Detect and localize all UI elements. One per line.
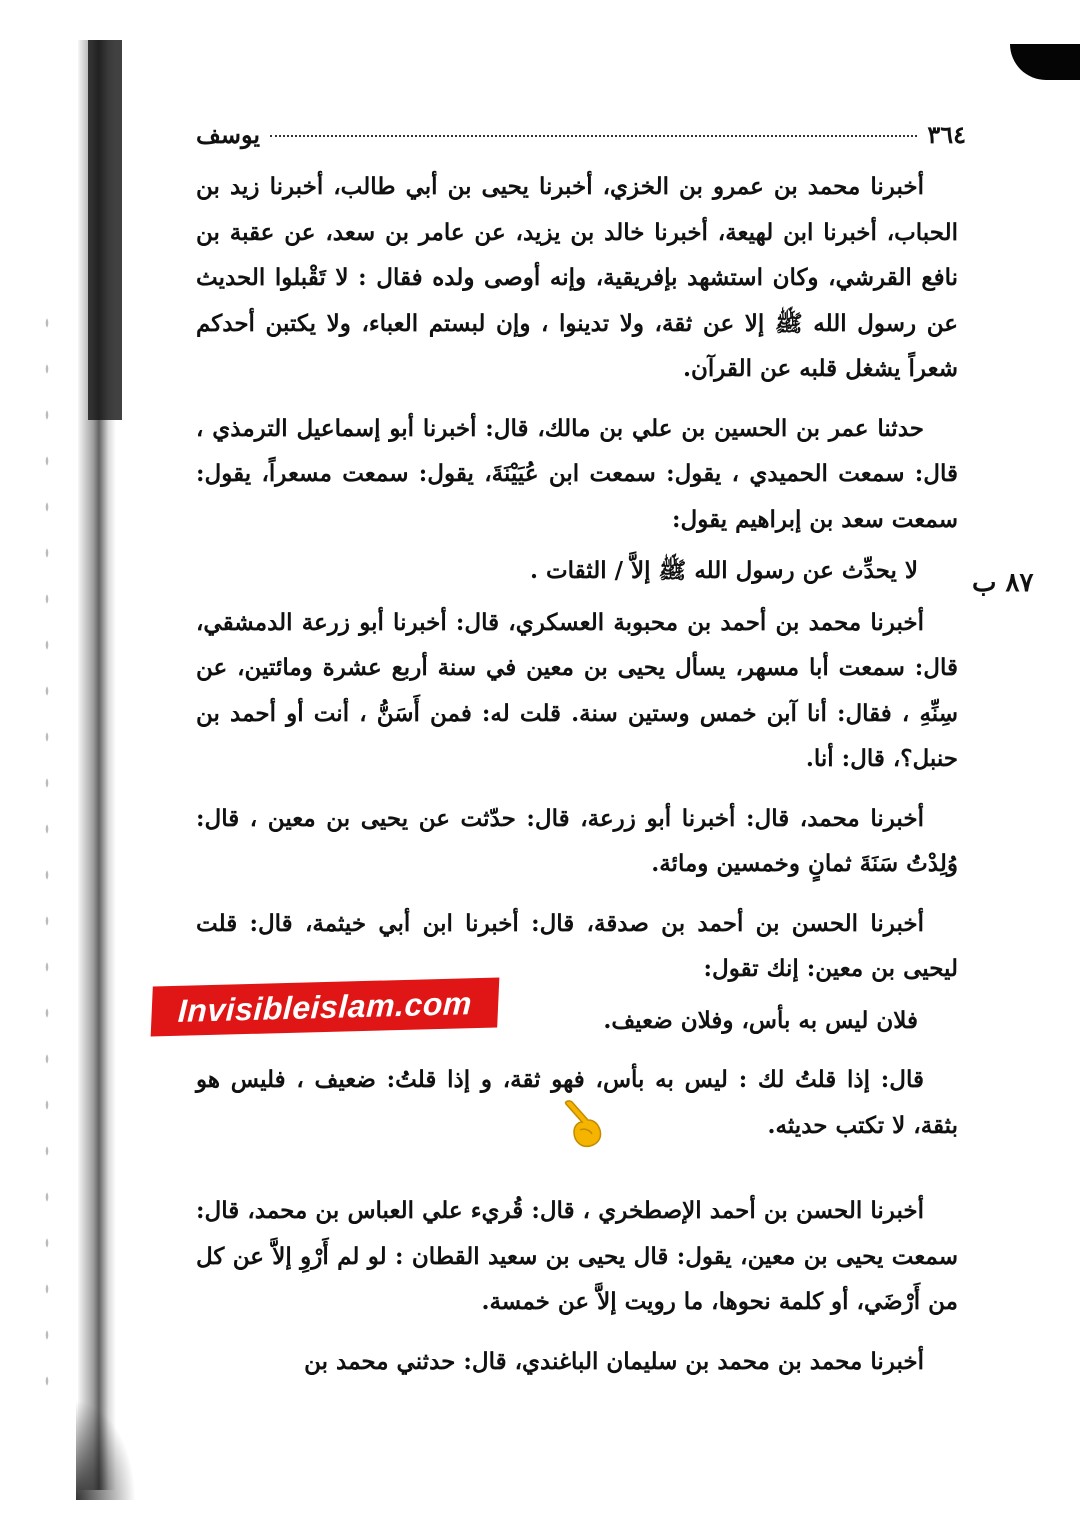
paragraph: أخبرنا محمد بن عمرو بن الخزي، أخبرنا يحيى بن أبي طالب، أخبرنا زيد بن الحباب، أخبرنا ابن لهيعة، أخبرنا خالد بن يزيد، عن عامر بن سعد، عن عقبة بن نافع القرشي، وكان استشهد بإفريقية، وإنه أوصى ولده فقال : لا تَقْبلوا الحديث عن رسول الله ﷺ إلا عن ثقة، ولا تدينوا ، وإن لبستم العباء، ولا يكتبن أحدكم شعراً يشغل قلبه عن القرآن.: [196, 173, 958, 382]
paragraph: قال: إذا قلتُ لك : ليس به بأس، فهو ثقة، و إذا قلتُ: ضعيف ، فليس هو بثقة، لا تكتب حديثه.: [196, 1066, 958, 1139]
running-header: [196, 112, 966, 156]
scan-shadow-bottom: [76, 1400, 136, 1500]
paragraph: حدثنا عمر بن الحسين بن علي بن مالك، قال: أخبرنا أبو إسماعيل الترمذي ، قال: سمعت الحميدي ، يقول: سمعت ابن عُيَيْنَةَ، يقول: سمعت مسعراً، يقول: سمعت سعد بن إبراهيم يقول:: [196, 414, 958, 533]
quoted-line: فلان ليس به بأس، وفلان ضعيف.: [603, 1006, 918, 1034]
paragraph: أخبرنا محمد بن محمد بن سليمان الباغندي، قال: حدثني محمد بن: [304, 1347, 924, 1375]
paragraph: أخبرنا الحسن بن أحمد بن صدقة، قال: أخبرنا ابن أبي خيثمة، قال: قلت ليحيى بن معين: إنك تقول:: [196, 909, 958, 982]
website-watermark: Invisibleislam.com: [151, 977, 500, 1036]
book-title: يوسف: [196, 119, 261, 149]
paragraph: أخبرنا الحسن بن أحمد الإصطخري ، قال: قُريء علي العباس بن محمد، قال: سمعت يحيى بن معين، يقول: قال يحيى بن سعيد القطان : لو لم أَرْوِ إلاَّ عن كل من أَرْضَي، أو كلمة نحوها، ما رويت إلاَّ عن خمسة.: [196, 1197, 958, 1315]
paragraph: أخبرنا محمد بن أحمد بن محبوبة العسكري، قال: أخبرنا أبو زرعة الدمشقي، قال: سمعت أبا مسهر، يسأل يحيى بن معين في سنة أربع عشرة ومائتين، عن سِنِّهِ ، فقال: أنا آبن خمس وستين سنة. قلت له: فمن أَسَنُّ ، أنت أو أحمد بن حنبل؟، قال: أنا.: [196, 608, 958, 772]
scan-shadow-top: [88, 40, 122, 420]
scan-noise-dots: [40, 300, 54, 1400]
quoted-line: لا يحدِّث عن رسول الله ﷺ إلاَّ / الثقات .: [529, 557, 918, 584]
pointing-hand-icon: [560, 1100, 604, 1150]
manuscript-folio-marker: ٨٧ ب: [972, 568, 1034, 598]
header-dot-leader: [270, 135, 917, 137]
scan-corner-mark: [1010, 44, 1080, 80]
page-number: ٣٦٤: [927, 119, 966, 149]
main-text: [196, 164, 958, 1398]
paragraph: أخبرنا محمد، قال: أخبرنا أبو زرعة، قال: حدّثت عن يحيى بن معين ، قال: وُلِدْتُ سَنَةَ ثمانٍ وخمسين ومائة.: [196, 804, 958, 877]
